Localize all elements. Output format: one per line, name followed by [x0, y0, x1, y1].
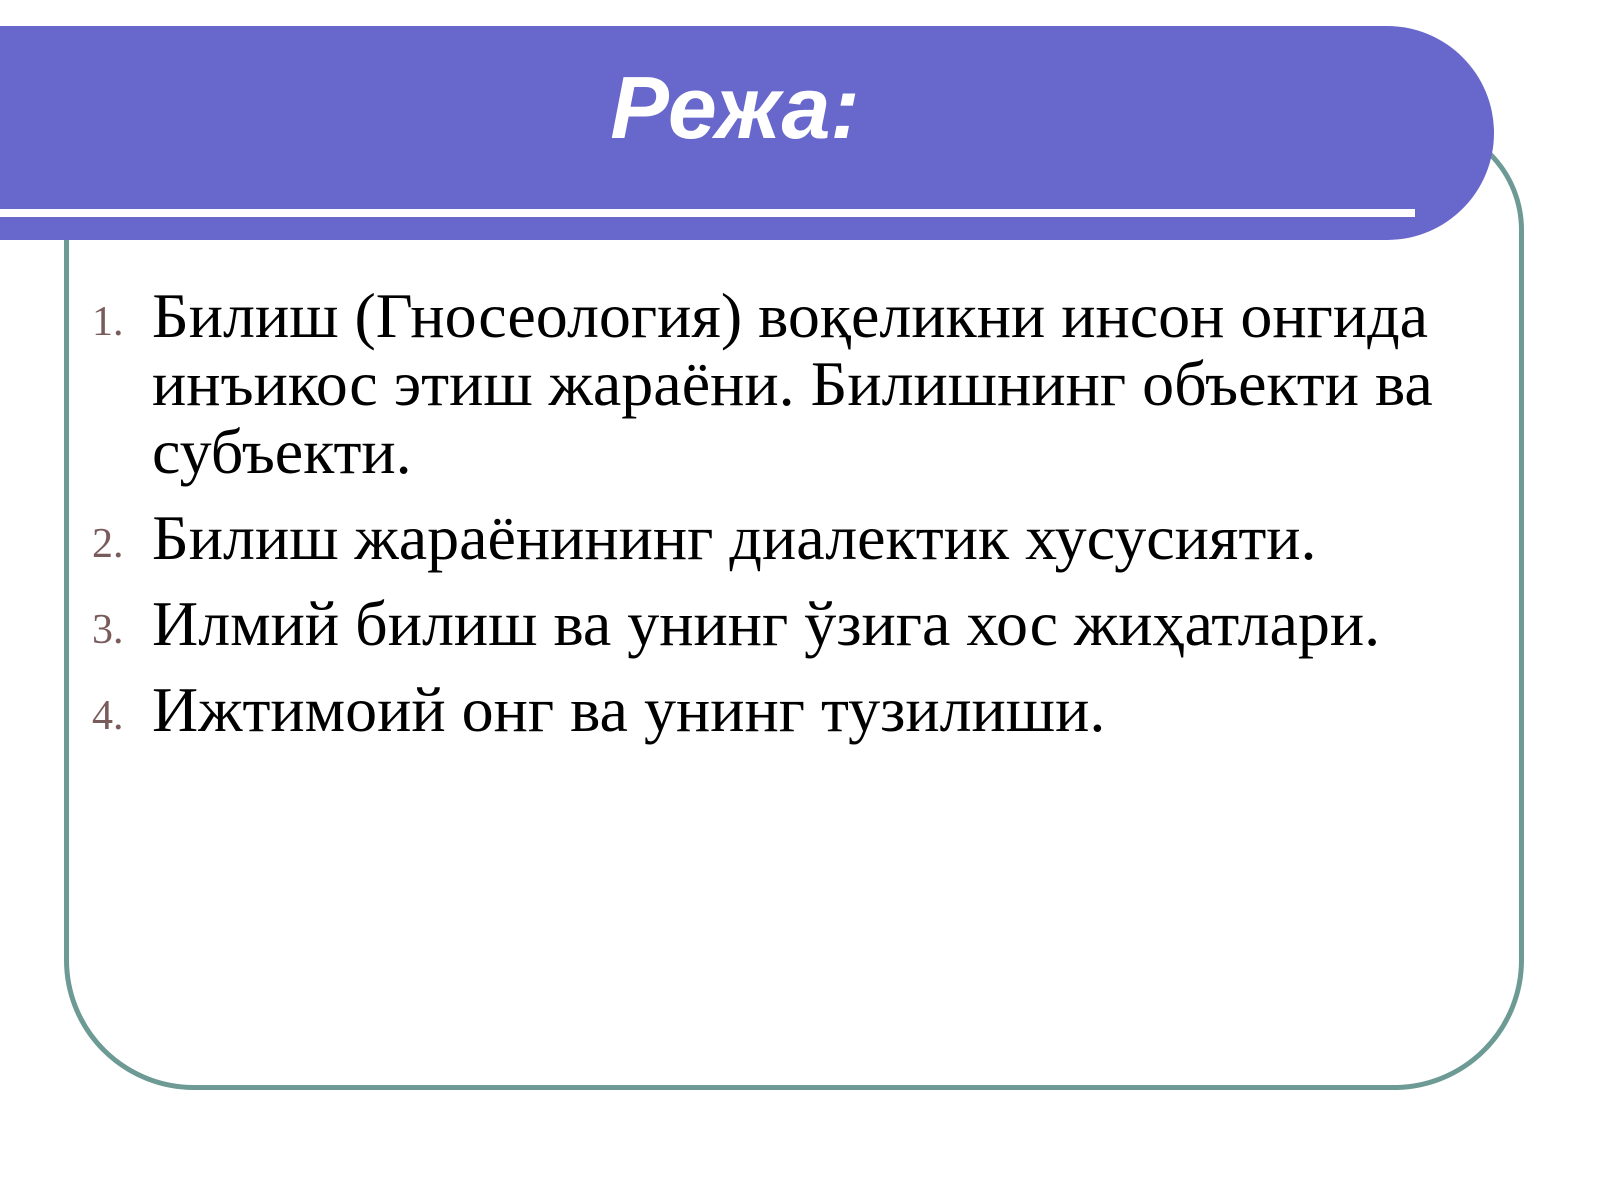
slide-title: Режа:	[610, 58, 860, 157]
agenda-number: 1.	[92, 299, 124, 345]
agenda-number: 4.	[92, 693, 124, 739]
agenda-number: 2.	[92, 521, 124, 567]
agenda-list	[88, 282, 1488, 762]
agenda-text: Билиш (Гносеология) воқеликни инсон онгида инъикос этиш жараёни. Билишнинг объекти ва субъекти.	[152, 280, 1433, 487]
agenda-text: Ижтимоий онг ва унинг тузилиши.	[152, 674, 1106, 745]
agenda-text: Илмий билиш ва унинг ўзига хос жиҳатлари.	[152, 588, 1381, 659]
agenda-text: Билиш жараёнининг диалектик хусусияти.	[152, 502, 1317, 573]
agenda-item-4	[88, 676, 1488, 744]
agenda-item-3	[88, 590, 1488, 658]
agenda-item-1	[88, 282, 1488, 486]
agenda-number: 3.	[92, 607, 124, 653]
title-underline	[0, 209, 1415, 217]
agenda-item-2	[88, 504, 1488, 572]
